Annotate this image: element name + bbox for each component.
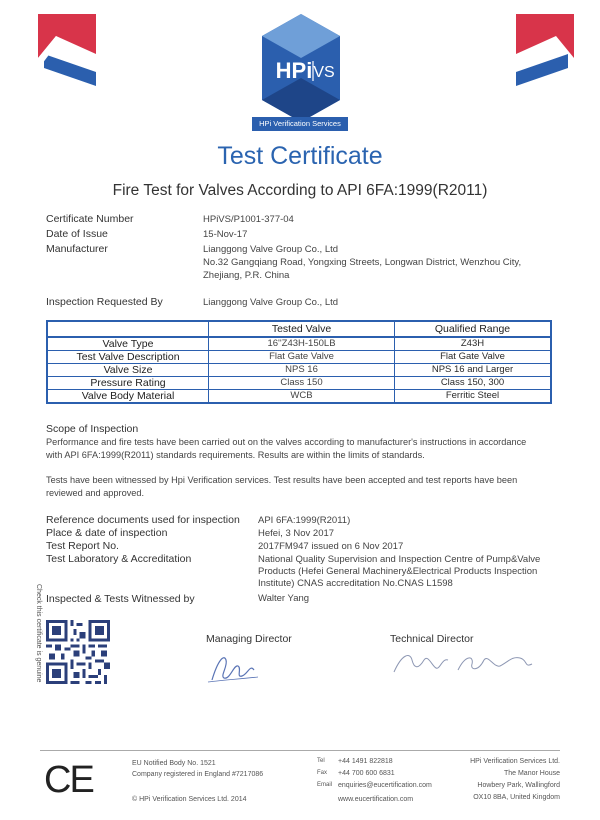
row-range-value: Class 150, 300 bbox=[395, 377, 552, 390]
place-date-value: Hefei, 3 Nov 2017 bbox=[258, 528, 335, 539]
lab-line1: National Quality Supervision and Inspection Centre of Pump&Valve bbox=[258, 554, 541, 565]
row-label: Valve Type bbox=[47, 337, 209, 351]
logo-vs-text: VS bbox=[313, 64, 335, 81]
scope-paragraph-1 bbox=[46, 436, 566, 461]
scope-paragraph-2 bbox=[46, 474, 566, 499]
report-no-label: Test Report No. bbox=[46, 540, 119, 552]
row-range-value: Flat Gate Valve bbox=[395, 351, 552, 364]
row-label: Valve Size bbox=[47, 364, 209, 377]
managing-director-label: Managing Director bbox=[206, 633, 292, 645]
witness-label: Inspected & Tests Witnessed by bbox=[46, 593, 195, 605]
logo-hpi-text: HPi bbox=[275, 58, 313, 83]
certificate-number-value: HPiVS/P1001-377-04 bbox=[203, 214, 294, 225]
manufacturer-label: Manufacturer bbox=[46, 243, 108, 255]
report-no-value: 2017FM947 issued on 6 Nov 2017 bbox=[258, 541, 404, 552]
email-label: Email bbox=[317, 782, 333, 788]
technical-director-signature bbox=[388, 648, 538, 678]
company-registered: Company registered in England #7217086 bbox=[132, 771, 264, 778]
date-of-issue-label: Date of Issue bbox=[46, 228, 108, 240]
tel-label: Tel bbox=[317, 758, 325, 764]
row-label: Pressure Rating bbox=[47, 377, 209, 390]
copyright: © HPi Verification Services Ltd. 2014 bbox=[132, 796, 247, 803]
lab-label: Test Laboratory & Accreditation bbox=[46, 553, 192, 565]
row-tested-value: NPS 16 bbox=[209, 364, 395, 377]
row-range-value: Z43H bbox=[395, 337, 552, 351]
table-row bbox=[47, 377, 551, 390]
address-line2: The Manor House bbox=[503, 770, 560, 777]
qr-code[interactable] bbox=[46, 620, 110, 684]
row-tested-value: 16''Z43H-150LB bbox=[209, 337, 395, 351]
address-line4: OX10 8BA, United Kingdom bbox=[473, 794, 560, 801]
email-link[interactable]: enquiries@eucertification.com bbox=[338, 782, 432, 789]
scope-para2-line1: Tests have been witnessed by Hpi Verification services. Test results have been accepted and test reports have been bbox=[46, 475, 518, 485]
row-tested-value: WCB bbox=[209, 390, 395, 404]
date-of-issue-value: 15-Nov-17 bbox=[203, 229, 248, 240]
scope-para2-line2: reviewed and approved. bbox=[46, 487, 145, 498]
fax-value: +44 700 600 6831 bbox=[338, 770, 395, 777]
table-row bbox=[47, 364, 551, 377]
website-link[interactable]: www.eucertification.com bbox=[338, 796, 414, 803]
check-genuine-vertical bbox=[32, 584, 44, 704]
inspection-requested-label: Inspection Requested By bbox=[46, 296, 163, 308]
table-header-row bbox=[47, 321, 551, 337]
table-row bbox=[47, 337, 551, 351]
row-range-value: Ferritic Steel bbox=[395, 390, 552, 404]
fax-label: Fax bbox=[317, 770, 328, 776]
table-row bbox=[47, 390, 551, 404]
row-label: Valve Body Material bbox=[47, 390, 209, 404]
manufacturer-name: Lianggong Valve Group Co., Ltd bbox=[203, 244, 339, 255]
ribbon-decoration-left bbox=[38, 14, 96, 88]
row-tested-value: Class 150 bbox=[209, 377, 395, 390]
scope-para1-line1: Performance and fire tests have been carried out on the valves according to manufacturer's instructions in accordance bbox=[46, 437, 527, 447]
scope-para1-line2: with API 6FA:1999(R2011) standards requirements. Results are within the limits of standards. bbox=[46, 449, 425, 460]
lab-line2: Products (Hefei General Machinery&Electrical Products Inspection bbox=[258, 566, 538, 577]
row-range-value: NPS 16 and Larger bbox=[395, 364, 552, 377]
ce-mark: CE bbox=[44, 759, 93, 801]
place-date-label: Place & date of inspection bbox=[46, 527, 168, 539]
inspection-requested-value: Lianggong Valve Group Co., Ltd bbox=[203, 297, 339, 308]
check-genuine-text: Check this certificate is genuine bbox=[35, 584, 42, 683]
tel-value[interactable]: +44 1491 822818 bbox=[338, 758, 393, 765]
notified-body: EU Notified Body No. 1521 bbox=[132, 760, 216, 767]
page-subtitle: Fire Test for Valves According to API 6FA:1999(R2011) bbox=[112, 182, 488, 199]
footer-divider bbox=[40, 750, 560, 751]
page-title: Test Certificate bbox=[217, 142, 383, 170]
table-header-empty bbox=[47, 321, 209, 337]
manufacturer-address-line2: Zhejiang, P.R. China bbox=[203, 270, 290, 281]
ref-docs-value: API 6FA:1999(R2011) bbox=[258, 515, 351, 526]
manufacturer-address-line1: No.32 Gangqiang Road, Yongxing Streets, Longwan District, Wenzhou City, bbox=[203, 257, 522, 268]
scope-heading: Scope of Inspection bbox=[46, 423, 139, 435]
address-line3: Howbery Park, Wallingford bbox=[477, 782, 560, 789]
header-tested-valve: Tested Valve bbox=[209, 321, 395, 337]
address-line1: HPi Verification Services Ltd. bbox=[470, 758, 560, 765]
row-tested-value: Flat Gate Valve bbox=[209, 351, 395, 364]
managing-director-signature bbox=[204, 650, 264, 686]
technical-director-label: Technical Director bbox=[390, 633, 474, 645]
certificate-number-label: Certificate Number bbox=[46, 213, 134, 225]
header-qualified-range: Qualified Range bbox=[395, 321, 552, 337]
row-label: Test Valve Description bbox=[47, 351, 209, 364]
table-row bbox=[47, 351, 551, 364]
ribbon-decoration-right bbox=[516, 14, 574, 88]
lab-line3: Institute) CNAS accreditation No.CNAS L1598 bbox=[258, 578, 453, 589]
witness-value: Walter Yang bbox=[258, 593, 310, 604]
hpivs-logo bbox=[258, 14, 344, 134]
valve-table bbox=[46, 320, 552, 404]
logo-banner: HPi Verification Services bbox=[252, 117, 348, 131]
ref-docs-label: Reference documents used for inspection bbox=[46, 514, 240, 526]
